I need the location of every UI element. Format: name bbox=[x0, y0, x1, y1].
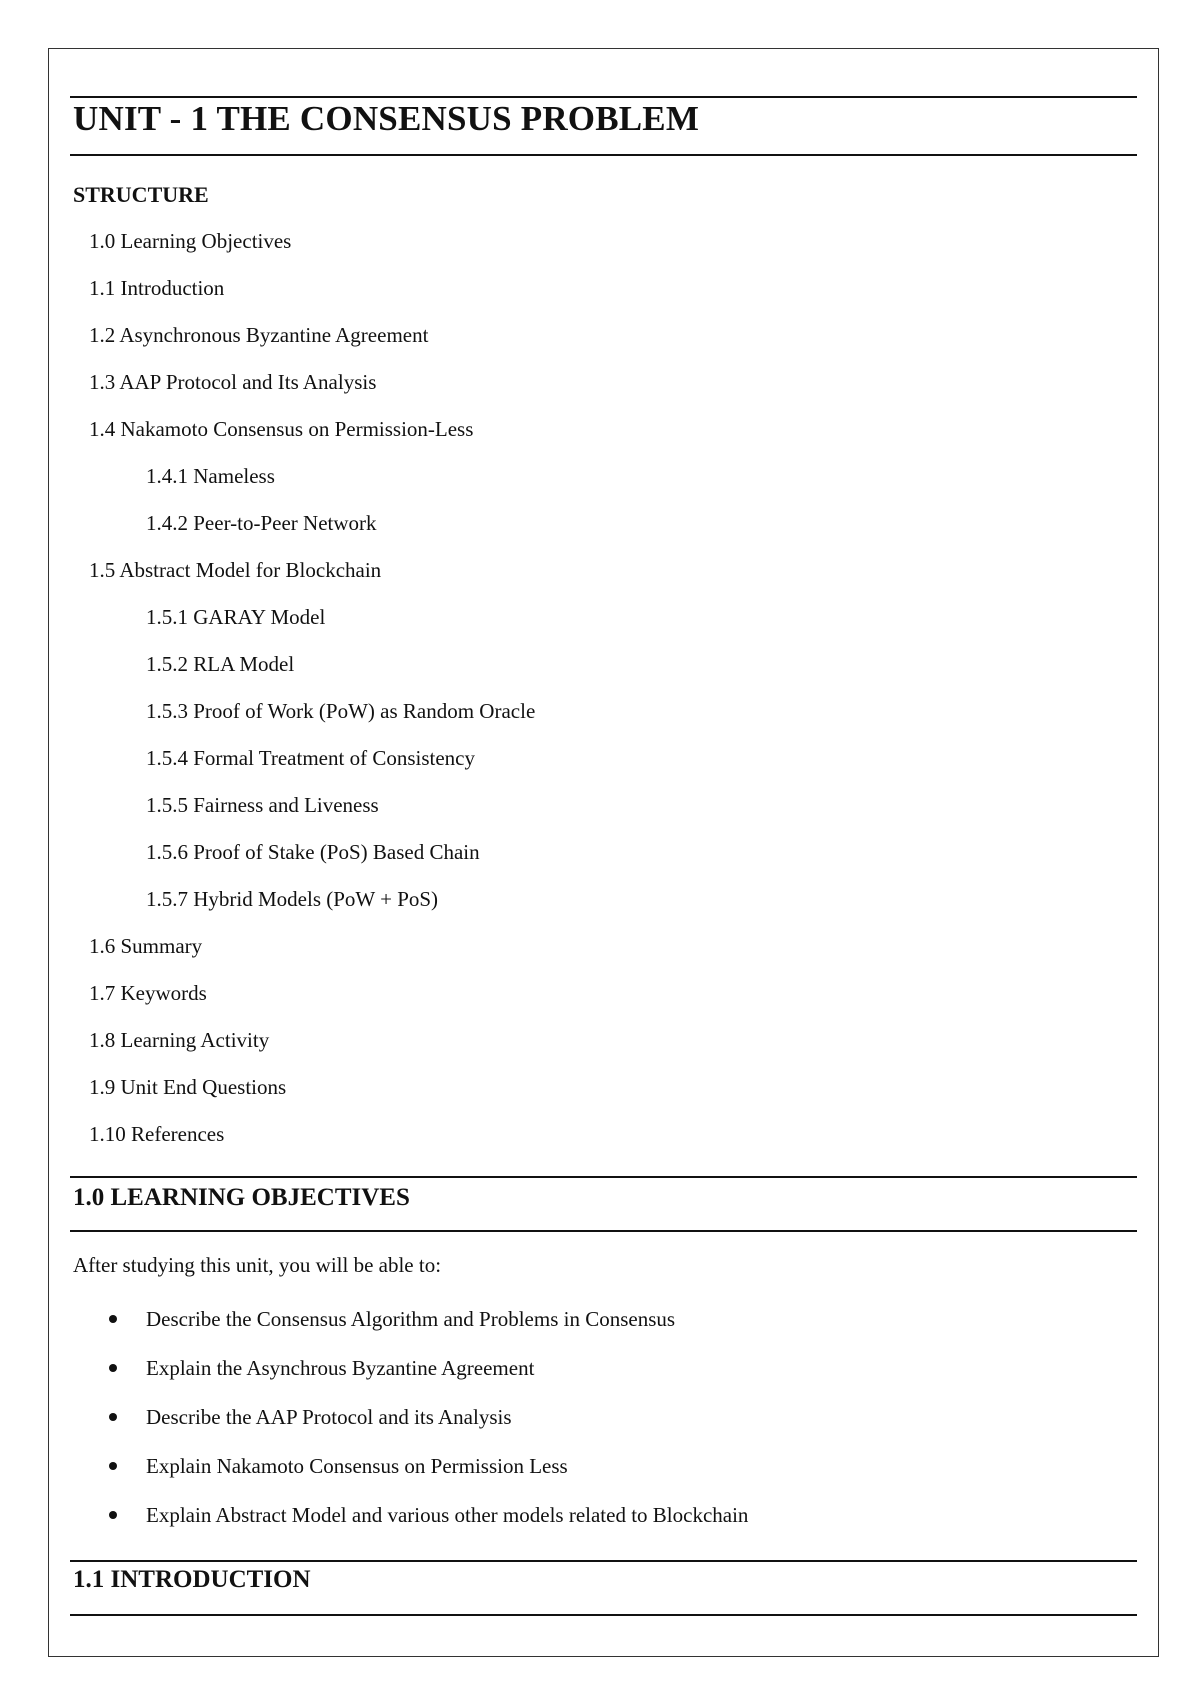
introduction-rule-bottom bbox=[70, 1614, 1137, 1616]
learning-objectives-heading: 1.0 LEARNING OBJECTIVES bbox=[73, 1184, 410, 1211]
toc-item: 1.4.1 Nameless bbox=[146, 464, 275, 488]
toc-item: 1.5.5 Fairness and Liveness bbox=[146, 793, 379, 817]
structure-label: STRUCTURE bbox=[73, 182, 209, 207]
toc-item: 1.5.4 Formal Treatment of Consistency bbox=[146, 746, 475, 770]
toc-item: 1.5.2 RLA Model bbox=[146, 652, 295, 676]
toc-item: 1.7 Keywords bbox=[89, 981, 207, 1005]
page-title: UNIT - 1 THE CONSENSUS PROBLEM bbox=[73, 99, 700, 138]
toc-item: 1.5.6 Proof of Stake (PoS) Based Chain bbox=[146, 840, 480, 864]
introduction-rule-top bbox=[70, 1560, 1137, 1562]
table-of-contents bbox=[0, 226, 1200, 1166]
toc-item: 1.8 Learning Activity bbox=[89, 1028, 270, 1052]
objective-text: Describe the Consensus Algorithm and Problems in Consensus bbox=[146, 1307, 676, 1331]
toc-item: 1.10 References bbox=[89, 1122, 225, 1146]
toc-item: 1.5.3 Proof of Work (PoW) as Random Oracle bbox=[146, 699, 536, 723]
toc-item: 1.0 Learning Objectives bbox=[89, 229, 292, 253]
toc-item: 1.2 Asynchronous Byzantine Agreement bbox=[89, 323, 429, 347]
objective-item bbox=[0, 1353, 1200, 1402]
objectives-intro: After studying this unit, you will be able to: bbox=[73, 1253, 442, 1277]
toc-item: 1.5.7 Hybrid Models (PoW + PoS) bbox=[146, 887, 439, 911]
toc-item: 1.9 Unit End Questions bbox=[89, 1075, 287, 1099]
bullet-icon bbox=[109, 1315, 117, 1323]
bullet-icon bbox=[109, 1364, 117, 1372]
toc-item: 1.3 AAP Protocol and Its Analysis bbox=[89, 370, 377, 394]
objective-text: Explain Abstract Model and various other models related to Blockchain bbox=[146, 1503, 749, 1527]
objective-item bbox=[0, 1304, 1200, 1353]
objective-text: Explain Nakamoto Consensus on Permission Less bbox=[146, 1454, 568, 1478]
bullet-icon bbox=[109, 1462, 117, 1470]
toc-item: 1.5.1 GARAY Model bbox=[146, 605, 326, 629]
title-rule-bottom bbox=[70, 154, 1137, 156]
title-rule-top bbox=[70, 96, 1137, 98]
toc-item: 1.4.2 Peer-to-Peer Network bbox=[146, 511, 377, 535]
bullet-icon bbox=[109, 1511, 117, 1519]
bullet-icon bbox=[109, 1413, 117, 1421]
toc-item: 1.1 Introduction bbox=[89, 276, 225, 300]
objectives-rule-top bbox=[70, 1176, 1137, 1178]
objective-text: Explain the Asynchrous Byzantine Agreement bbox=[146, 1356, 535, 1380]
toc-item: 1.4 Nakamoto Consensus on Permission-Less bbox=[89, 417, 474, 441]
objective-item bbox=[0, 1500, 1200, 1549]
objectives-rule-bottom bbox=[70, 1230, 1137, 1232]
objective-item bbox=[0, 1402, 1200, 1451]
objective-item bbox=[0, 1451, 1200, 1500]
introduction-heading: 1.1 INTRODUCTION bbox=[73, 1566, 311, 1593]
toc-item: 1.5 Abstract Model for Blockchain bbox=[89, 558, 382, 582]
toc-item: 1.6 Summary bbox=[89, 934, 203, 958]
objectives-list bbox=[0, 1304, 1200, 1549]
objective-text: Describe the AAP Protocol and its Analysis bbox=[146, 1405, 512, 1429]
